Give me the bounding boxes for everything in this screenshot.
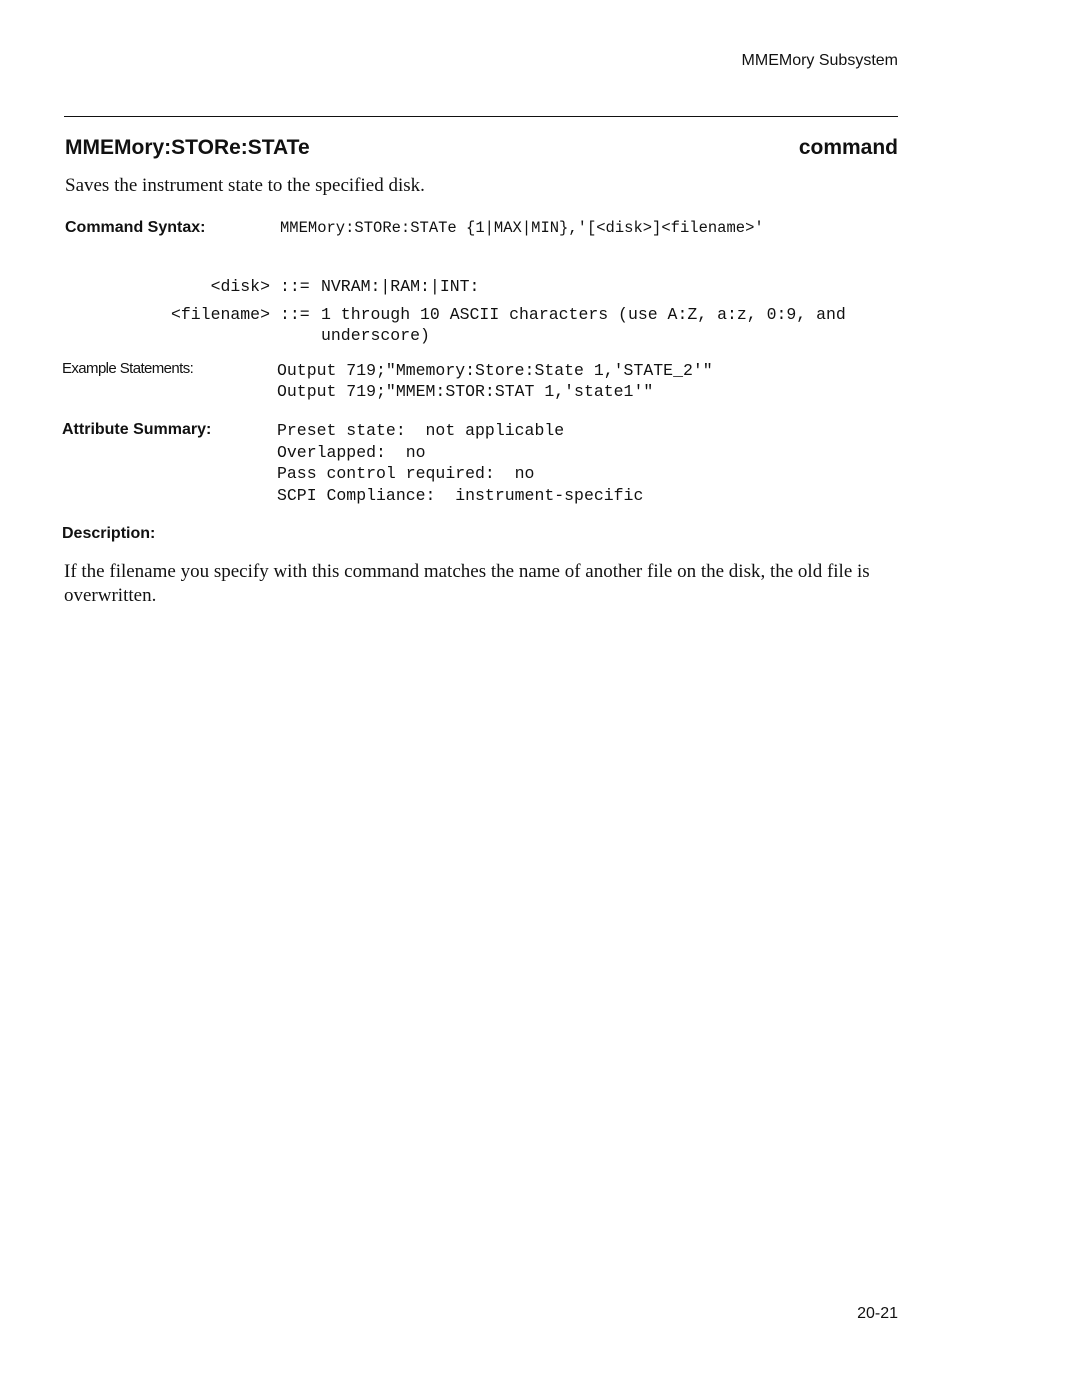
example-line: Output 719;"MMEM:STOR:STAT 1,'state1'": [277, 382, 654, 401]
attributes-label: Attribute Summary:: [62, 421, 212, 438]
param-operator-filename: ::=: [280, 305, 310, 324]
page-number: 20-21: [857, 1305, 898, 1322]
syntax-text: MMEMory:STORe:STATe {1|MAX|MIN},'[<disk>]<filename>': [280, 219, 764, 237]
example-line: Output 719;"Mmemory:Store:State 1,'STATE_2'": [277, 361, 713, 380]
command-title: MMEMory:STORe:STATe: [65, 136, 310, 159]
param-definition-filename: 1 through 10 ASCII characters (use A:Z, a:z, 0:9, and: [321, 305, 846, 324]
description-label: Description:: [62, 525, 156, 542]
param-name-disk: <disk>: [210, 277, 270, 296]
param-name-filename: <filename>: [170, 305, 270, 324]
attribute-line: SCPI Compliance: instrument-specific: [277, 486, 644, 505]
command-summary: Saves the instrument state to the specified disk.: [65, 175, 425, 196]
command-type-label: command: [798, 136, 898, 159]
attribute-line: Pass control required: no: [277, 464, 535, 483]
param-definition-filename-continued: underscore): [321, 326, 430, 345]
description-body: If the filename you specify with this command matches the name of another file on the disk, the old file is overwritten.: [64, 561, 870, 606]
header-divider: [64, 116, 898, 117]
attribute-line: Overlapped: no: [277, 443, 426, 462]
param-definition-disk: NVRAM:|RAM:|INT:: [321, 277, 480, 296]
syntax-label: Command Syntax:: [65, 219, 206, 236]
attribute-line: Preset state: not applicable: [277, 421, 565, 440]
running-header: MMEMory Subsystem: [741, 52, 898, 69]
examples-label: Example Statements:: [62, 360, 194, 377]
param-operator-disk: ::=: [280, 277, 310, 296]
